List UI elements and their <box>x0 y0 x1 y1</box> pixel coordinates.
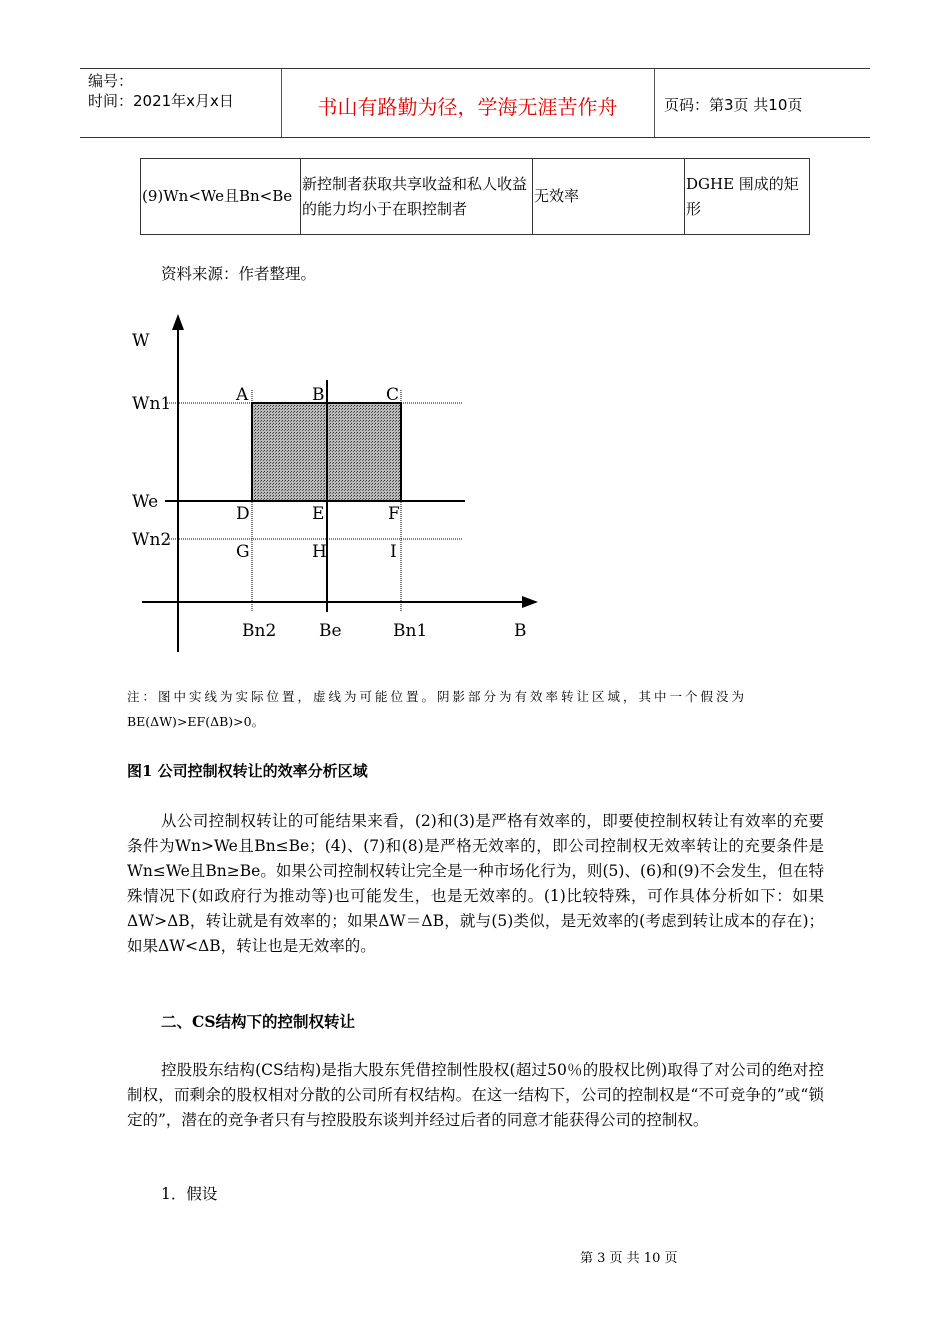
table-cell: (9)Wn<We且Bn<Be <box>141 159 301 235</box>
y-tick: Wn1 <box>132 394 172 414</box>
page-footer: 第 3 页 共 10 页 <box>580 1251 678 1266</box>
note-line: BE(ΔW)>EF(ΔB)>0。 <box>127 714 265 729</box>
x-tick: Be <box>319 621 342 641</box>
figure-note <box>127 684 824 734</box>
y-tick: Wn2 <box>132 530 172 550</box>
paragraph: 控股股东结构(CS结构)是指大股东凭借控制性股权(超过50％的股权比例)取得了对公司的绝对控制权，而剩余的股权相对分散的公司所有权结构。在这一结构下，公司的控制权是“不可竞争的”或“锁定的”，潜在的竞争者只有与控股股东谈判并经过后者的同意才能获得公司的控制权。 <box>127 1061 824 1129</box>
source-text: 资料来源：作者整理。 <box>161 265 317 283</box>
number-label: 编号： <box>88 72 134 90</box>
table-cell: DGHE 围成的矩形 <box>685 159 810 235</box>
page-label: 页码：第3页 共10页 <box>664 96 803 114</box>
point-label: D <box>236 504 250 524</box>
point-label: B <box>312 385 325 405</box>
point-label: H <box>312 542 327 562</box>
divider <box>654 69 655 137</box>
paragraph: 从公司控制权转让的可能结果来看，(2)和(3)是严格有效率的，即要使控制权转让有效率的充要条件为Wn>We且Bn≤Be；(4)、(7)和(8)是严格无效率的，即公司控制权无效率转让的充要条件是Wn≤We且Bn≥Be。如果公司控制权转让完全是一种市场化行为，则(5)、(6)和(9)不会发生，但在特殊情况下(如政府行为推动等)也可能发生，也是无效率的。(1)比较特殊，可作具体分析如下：如果ΔW>ΔB，转让就是有效率的；如果ΔW＝ΔB，就与(5)类似，是无效率的(考虑到转让成本的存在)；如果ΔW<ΔB，转让也是无效率的。 <box>127 812 824 955</box>
x-tick: Bn2 <box>242 621 277 641</box>
header-meta <box>88 71 234 111</box>
figure-caption: 图1 公司控制权转让的效率分析区域 <box>127 762 368 780</box>
section-heading: 二、CS结构下的控制权转让 <box>161 1012 356 1031</box>
x-tick: Bn1 <box>393 621 428 641</box>
data-table <box>140 158 810 235</box>
time-label: 时间：2021年x月x日 <box>88 92 234 110</box>
note-line: 注：图中实线为实际位置，虚线为可能位置。阴影部分为有效率转让区域，其中一个假没为 <box>127 689 748 704</box>
efficiency-diagram <box>0 300 950 670</box>
table-row <box>141 159 810 235</box>
table-cell: 无效率 <box>533 159 685 235</box>
sub-heading: 1．假设 <box>161 1185 218 1203</box>
motto: 书山有路勤为径，学海无涯苦作舟 <box>317 95 618 119</box>
point-label: E <box>312 504 325 524</box>
page-header <box>80 68 870 138</box>
point-label: C <box>386 385 400 405</box>
y-tick: We <box>132 492 159 512</box>
point-label: I <box>390 542 397 562</box>
x-axis-label: B <box>514 621 527 641</box>
y-axis-label: W <box>132 331 150 351</box>
table-cell: 新控制者获取共享收益和私人收益的能力均小于在职控制者 <box>301 159 533 235</box>
point-label: F <box>388 504 400 524</box>
point-label: G <box>236 542 250 562</box>
point-label: A <box>236 385 249 405</box>
x-arrow-icon <box>522 596 538 608</box>
y-arrow-icon <box>172 314 184 330</box>
